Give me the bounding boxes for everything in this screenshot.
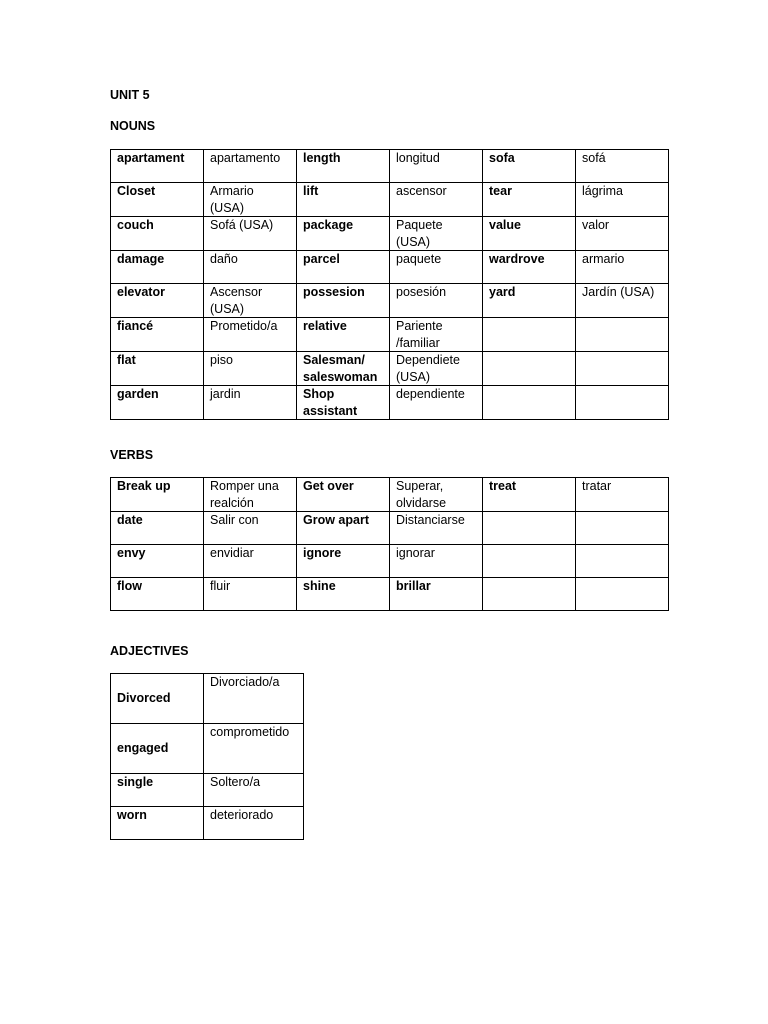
english-term: Break up — [111, 478, 204, 512]
spanish-translation: sofá — [576, 150, 669, 183]
english-term: worn — [111, 807, 204, 840]
empty-cell — [483, 512, 576, 545]
spanish-translation: posesión — [390, 284, 483, 318]
english-term: damage — [111, 251, 204, 284]
english-term: value — [483, 217, 576, 251]
table-row — [111, 217, 669, 251]
table-row — [111, 386, 669, 420]
table-row — [111, 512, 669, 545]
table-row — [111, 478, 669, 512]
spanish-translation: paquete — [390, 251, 483, 284]
empty-cell — [576, 512, 669, 545]
spanish-translation: armario — [576, 251, 669, 284]
english-term: treat — [483, 478, 576, 512]
english-term: engaged — [111, 724, 204, 774]
spanish-translation: Divorciado/a — [204, 674, 304, 724]
english-term: Salesman/ saleswoman — [297, 352, 390, 386]
english-term: yard — [483, 284, 576, 318]
english-term: Divorced — [111, 674, 204, 724]
english-term: apartament — [111, 150, 204, 183]
spanish-translation: Dependiete (USA) — [390, 352, 483, 386]
empty-cell — [576, 318, 669, 352]
table-row — [111, 150, 669, 183]
spanish-translation: valor — [576, 217, 669, 251]
spanish-translation: fluir — [204, 578, 297, 611]
empty-cell — [576, 545, 669, 578]
empty-cell — [483, 386, 576, 420]
spanish-translation: longitud — [390, 150, 483, 183]
english-term: elevator — [111, 284, 204, 318]
english-term: couch — [111, 217, 204, 251]
table-row — [111, 352, 669, 386]
spanish-translation: Soltero/a — [204, 774, 304, 807]
spanish-translation: Jardín (USA) — [576, 284, 669, 318]
english-term: lift — [297, 183, 390, 217]
empty-cell — [576, 578, 669, 611]
spanish-translation: apartamento — [204, 150, 297, 183]
table-row — [111, 724, 304, 774]
english-term: Grow apart — [297, 512, 390, 545]
spanish-translation: Ascensor (USA) — [204, 284, 297, 318]
spanish-translation: jardin — [204, 386, 297, 420]
english-term: Shop assistant — [297, 386, 390, 420]
adjectives-table — [110, 673, 304, 840]
table-row — [111, 674, 304, 724]
english-term: flow — [111, 578, 204, 611]
table-row — [111, 284, 669, 318]
spanish-translation: Prometido/a — [204, 318, 297, 352]
verbs-heading: VERBS — [110, 448, 154, 462]
english-term: possesion — [297, 284, 390, 318]
table-row — [111, 545, 669, 578]
spanish-translation: Pariente /familiar — [390, 318, 483, 352]
spanish-translation: envidiar — [204, 545, 297, 578]
spanish-translation: Romper una realción — [204, 478, 297, 512]
table-row — [111, 251, 669, 284]
spanish-translation: ignorar — [390, 545, 483, 578]
english-term: date — [111, 512, 204, 545]
nouns-heading: NOUNS — [110, 119, 156, 133]
english-term: shine — [297, 578, 390, 611]
spanish-translation: Sofá (USA) — [204, 217, 297, 251]
english-term: parcel — [297, 251, 390, 284]
table-row — [111, 774, 304, 807]
empty-cell — [576, 386, 669, 420]
empty-cell — [483, 352, 576, 386]
table-row — [111, 183, 669, 217]
english-term: single — [111, 774, 204, 807]
verbs-table — [110, 477, 669, 611]
spanish-translation: Paquete (USA) — [390, 217, 483, 251]
table-row — [111, 578, 669, 611]
spanish-translation: Superar, olvidarse — [390, 478, 483, 512]
english-term: ignore — [297, 545, 390, 578]
adjectives-heading: ADJECTIVES — [110, 644, 189, 658]
table-row — [111, 318, 669, 352]
empty-cell — [483, 545, 576, 578]
english-term: tear — [483, 183, 576, 217]
english-term: Get over — [297, 478, 390, 512]
spanish-translation: ascensor — [390, 183, 483, 217]
spanish-translation: tratar — [576, 478, 669, 512]
spanish-translation: daño — [204, 251, 297, 284]
spanish-translation: deteriorado — [204, 807, 304, 840]
english-term: wardrove — [483, 251, 576, 284]
english-term: sofa — [483, 150, 576, 183]
empty-cell — [576, 352, 669, 386]
english-term: relative — [297, 318, 390, 352]
english-term: flat — [111, 352, 204, 386]
unit-title: UNIT 5 — [110, 88, 150, 102]
table-row — [111, 807, 304, 840]
english-term: Closet — [111, 183, 204, 217]
nouns-table — [110, 149, 669, 420]
spanish-translation: lágrima — [576, 183, 669, 217]
english-term: envy — [111, 545, 204, 578]
spanish-translation: brillar — [390, 578, 483, 611]
spanish-translation: Armario (USA) — [204, 183, 297, 217]
english-term: length — [297, 150, 390, 183]
empty-cell — [483, 578, 576, 611]
english-term: fiancé — [111, 318, 204, 352]
spanish-translation: comprometido — [204, 724, 304, 774]
spanish-translation: dependiente — [390, 386, 483, 420]
english-term: package — [297, 217, 390, 251]
english-term: garden — [111, 386, 204, 420]
empty-cell — [483, 318, 576, 352]
spanish-translation: Salir con — [204, 512, 297, 545]
spanish-translation: piso — [204, 352, 297, 386]
spanish-translation: Distanciarse — [390, 512, 483, 545]
